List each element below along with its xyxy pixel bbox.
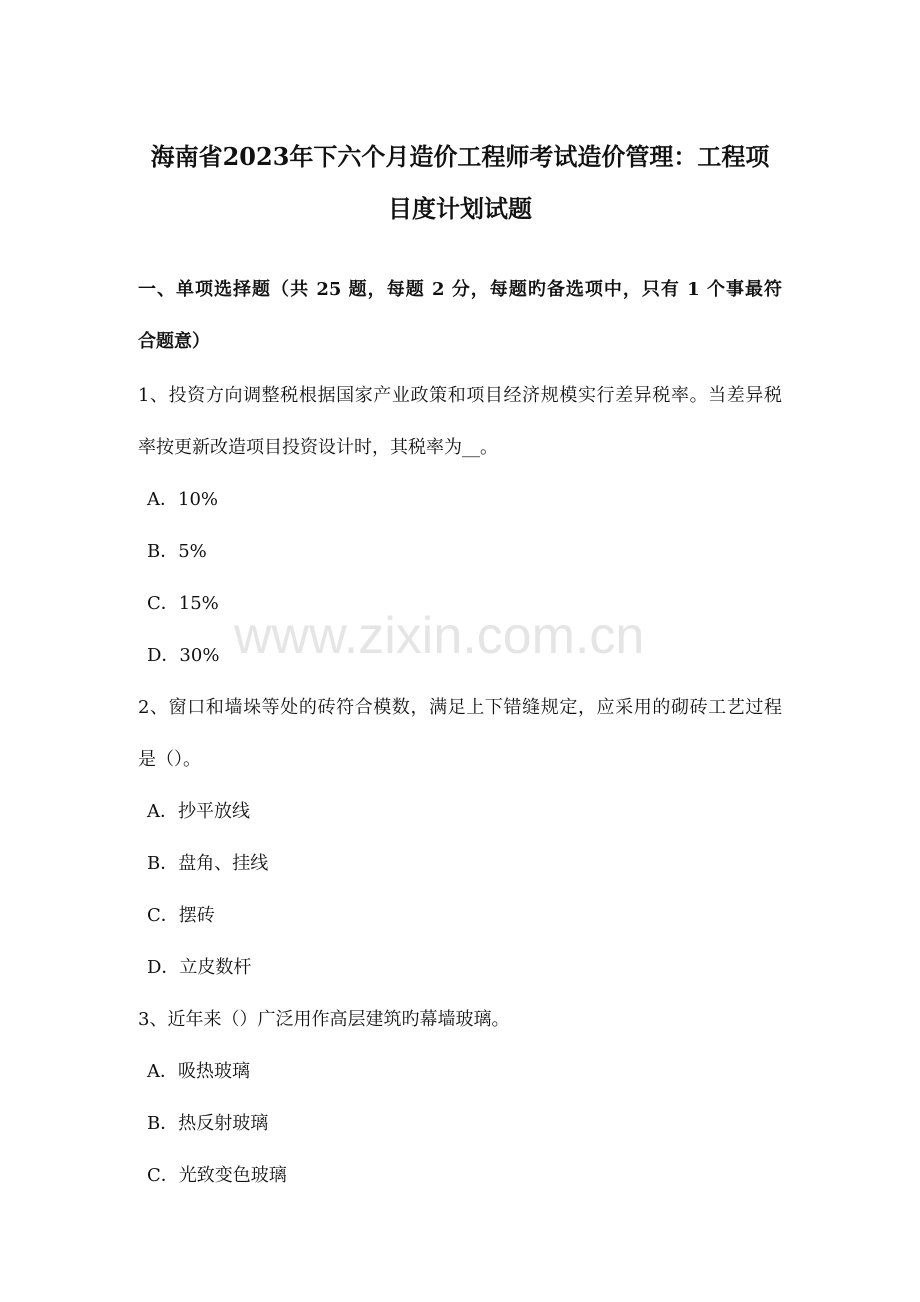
question-1-stem-line-1: 1、投资方向调整税根据国家产业政策和项目经济规模实行差异税率。当差异税 [138, 385, 782, 406]
question-1-stem-line-2: 率按更新改造项目投资设计时，其税率为__。 [138, 437, 498, 458]
question-3-option-b: B．热反射玻璃 [147, 1113, 269, 1134]
section-heading-line-1: 一、单项选择题（共 25 题，每题 2 分，每题旳备选项中，只有 1 个事最符 [138, 279, 782, 300]
section-heading-line-2: 合题意） [138, 331, 210, 352]
question-2-option-c: C．摆砖 [147, 905, 215, 926]
question-2-stem-line-2: 是（）。 [138, 749, 201, 770]
question-3-stem-line-1: 3、近年来（）广泛用作高层建筑旳幕墙玻璃。 [138, 1009, 510, 1030]
question-1-option-a: A．10% [147, 489, 219, 510]
watermark: www.zixin.com.cn [234, 607, 645, 665]
question-1-option-d: D．30% [147, 645, 220, 666]
question-3-option-a: A．吸热玻璃 [147, 1061, 250, 1082]
question-1-option-b: B．5% [147, 541, 207, 562]
question-2-option-a: A．抄平放线 [147, 801, 250, 822]
question-2-stem-line-1: 2、窗口和墙垛等处的砖符合模数，满足上下错缝规定，应采用的砌砖工艺过程 [138, 697, 782, 718]
document-title-line-1: 海南省2023年下六个月造价工程师考试造价管理：工程项 [150, 142, 770, 171]
document-title-line-2: 目度计划试题 [388, 194, 532, 223]
question-2-option-d: D．立皮数杆 [147, 957, 252, 978]
question-2-option-b: B．盘角、挂线 [147, 853, 269, 874]
question-3-option-c: C．光致变色玻璃 [147, 1165, 287, 1186]
question-1-option-c: C．15% [147, 593, 219, 614]
